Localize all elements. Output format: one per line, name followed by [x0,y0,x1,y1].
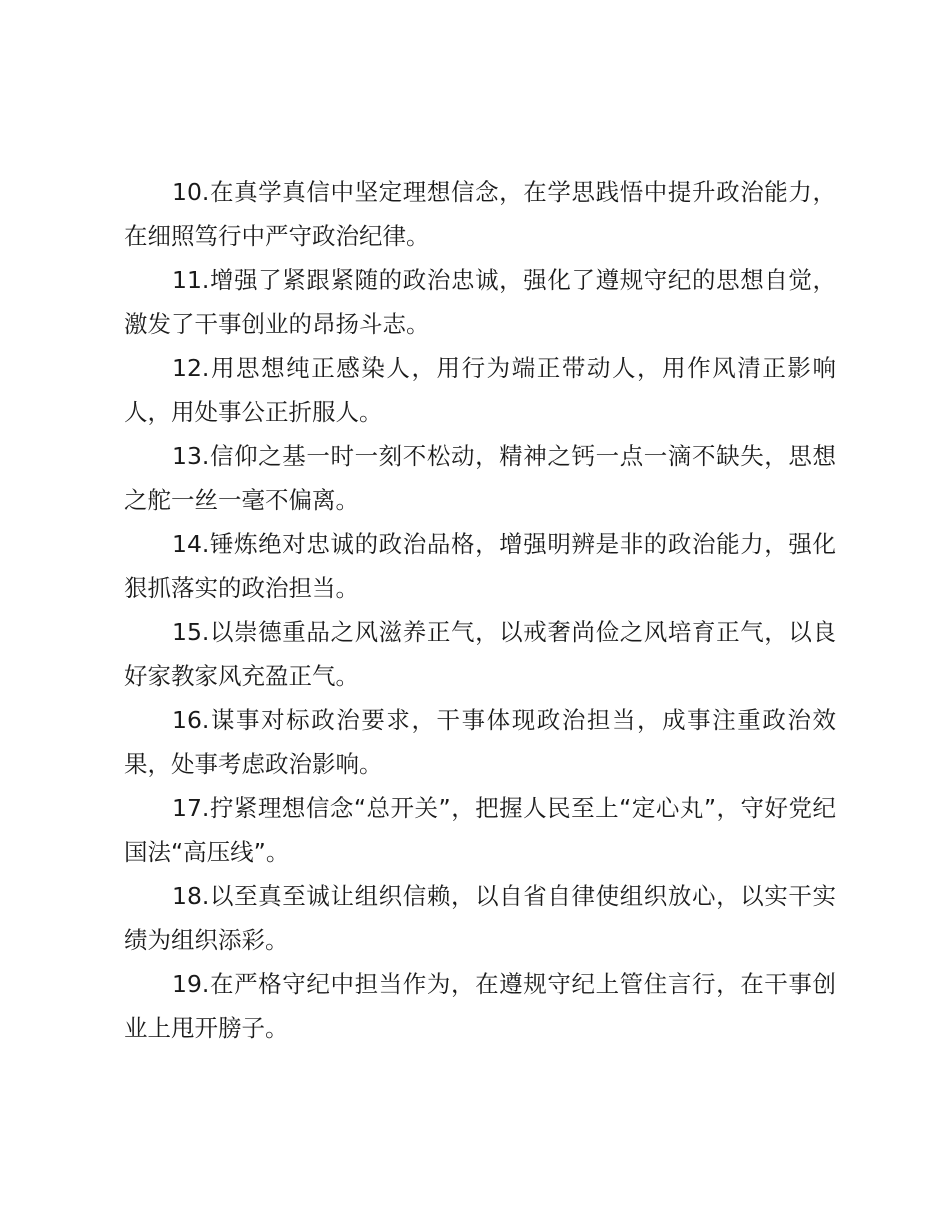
paragraph-11: 11.增强了紧跟紧随的政治忠诚，强化了遵规守纪的思想自觉，激发了干事创业的昂扬斗志。 [124,266,836,338]
paragraph-18: 18.以至真至诚让组织信赖，以自省自律使组织放心，以实干实绩为组织添彩。 [124,882,836,954]
paragraph-14: 14.锤炼绝对忠诚的政治品格，增强明辨是非的政治能力，强化狠抓落实的政治担当。 [124,530,836,602]
paragraph-19: 19.在严格守纪中担当作为，在遵规守纪上管住言行，在干事创业上甩开膀子。 [124,970,836,1042]
paragraph-13: 13.信仰之基一时一刻不松动，精神之钙一点一滴不缺失，思想之舵一丝一毫不偏离。 [124,442,836,514]
document-body [124,170,836,1050]
paragraph-15: 15.以崇德重品之风滋养正气，以戒奢尚俭之风培育正气，以良好家教家风充盈正气。 [124,618,836,690]
paragraph-16: 16.谋事对标政治要求，干事体现政治担当，成事注重政治效果，处事考虑政治影响。 [124,706,836,778]
paragraph-17: 17.拧紧理想信念“总开关”，把握人民至上“定心丸”，守好党纪国法“高压线”。 [124,794,836,866]
paragraph-10: 10.在真学真信中坚定理想信念，在学思践悟中提升政治能力，在细照笃行中严守政治纪律。 [124,178,836,250]
paragraph-12: 12.用思想纯正感染人，用行为端正带动人，用作风清正影响人，用处事公正折服人。 [124,354,836,426]
